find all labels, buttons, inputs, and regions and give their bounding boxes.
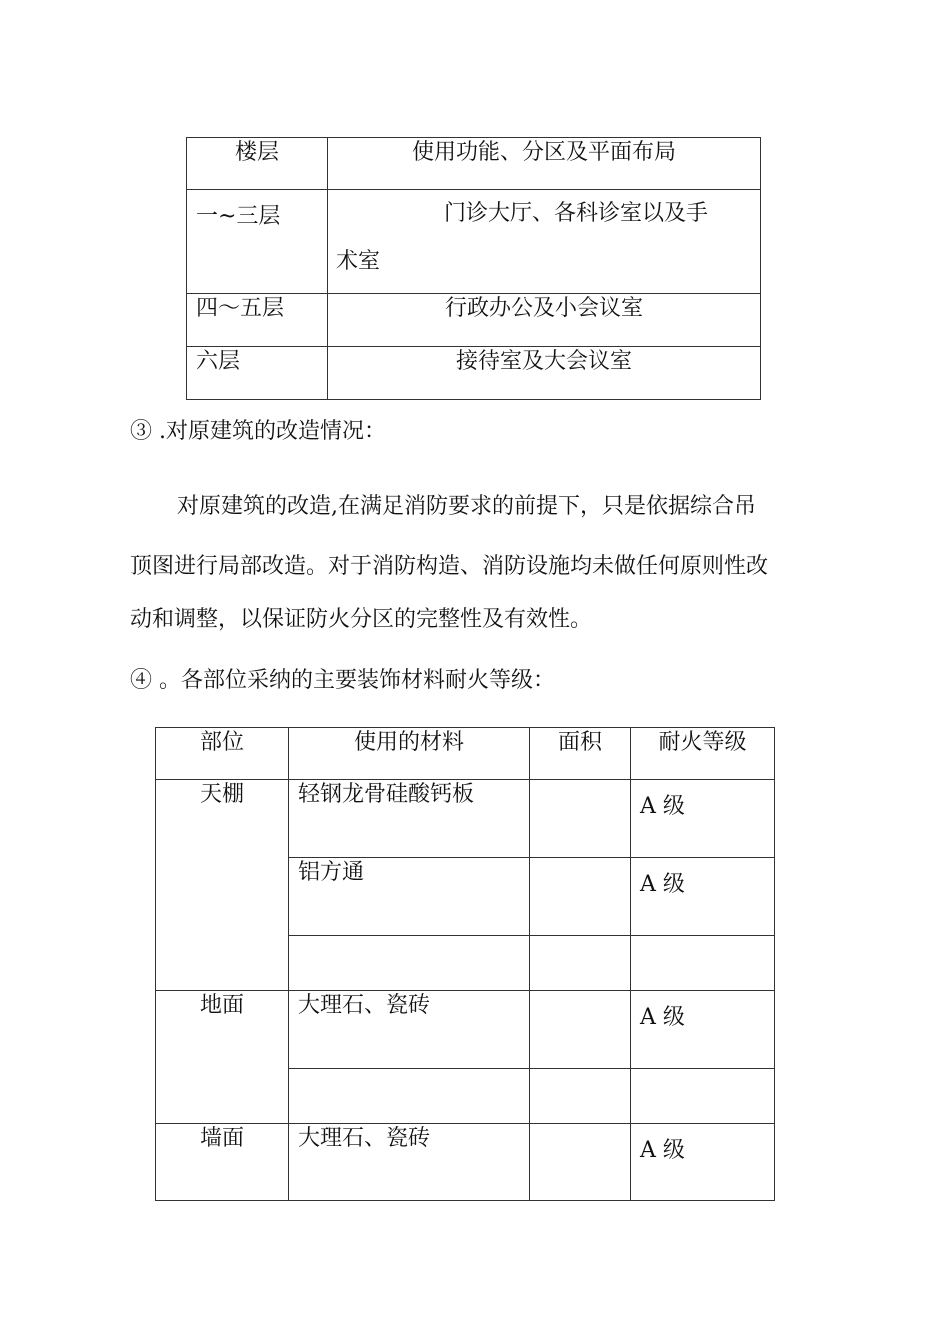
table-header-row: [187, 138, 761, 190]
use-line: 术室: [336, 249, 381, 274]
material-cell: 铝方通: [289, 858, 530, 936]
material-cell: [289, 936, 530, 991]
use-cell: [328, 190, 761, 294]
floor-function-table: [186, 137, 761, 400]
area-cell: [530, 991, 631, 1069]
grade-cell: A 级: [631, 780, 775, 858]
section4-heading: ④ 。各部位采纳的主要装饰材料耐火等级：: [130, 668, 555, 693]
header-area: 面积: [530, 728, 631, 780]
grade-cell: [631, 1069, 775, 1124]
part-cell: 墙面: [156, 1124, 289, 1201]
part-cell: 天棚: [156, 780, 289, 991]
use-cell: 接待室及大会议室: [328, 347, 761, 400]
header-part: 部位: [156, 728, 289, 780]
section3-paragraph-line: 顶图进行局部改造。对于消防构造、消防设施均未做任何原则性改: [130, 554, 769, 579]
header-use: 使用功能、分区及平面布局: [328, 138, 761, 190]
grade-cell: A 级: [631, 991, 775, 1069]
section3-paragraph-line: 对原建筑的改造,在满足消防要求的前提下，只是依据综合吊: [177, 494, 756, 519]
table-row: [156, 991, 775, 1069]
area-cell: [530, 858, 631, 936]
table-row: [156, 1124, 775, 1201]
grade-cell: [631, 936, 775, 991]
area-cell: [530, 1069, 631, 1124]
use-cell: 行政办公及小会议室: [328, 294, 761, 347]
section3-paragraph-line: 动和调整，以保证防火分区的完整性及有效性。: [130, 607, 593, 632]
floor-cell: 一~三层: [187, 190, 328, 294]
material-cell: 大理石、瓷砖: [289, 1124, 530, 1201]
materials-fire-rating-table: [155, 727, 775, 1201]
part-cell: 地面: [156, 991, 289, 1124]
material-cell: [289, 1069, 530, 1124]
header-material: 使用的材料: [289, 728, 530, 780]
grade-cell: A 级: [631, 1124, 775, 1201]
table-row: [156, 780, 775, 858]
area-cell: [530, 780, 631, 858]
section3-heading: ③ .对原建筑的改造情况：: [130, 419, 386, 444]
use-line: 门诊大厅、各科诊室以及手: [444, 201, 709, 226]
header-fire-grade: 耐火等级: [631, 728, 775, 780]
table-row: [187, 190, 761, 294]
table-header-row: [156, 728, 775, 780]
header-floor: 楼层: [187, 138, 328, 190]
floor-cell: 四～五层: [187, 294, 328, 347]
floor-cell: 六层: [187, 347, 328, 400]
material-cell: 轻钢龙骨硅酸钙板: [289, 780, 530, 858]
grade-cell: A 级: [631, 858, 775, 936]
area-cell: [530, 936, 631, 991]
table-row: [187, 294, 761, 347]
area-cell: [530, 1124, 631, 1201]
table-row: [187, 347, 761, 400]
material-cell: 大理石、瓷砖: [289, 991, 530, 1069]
